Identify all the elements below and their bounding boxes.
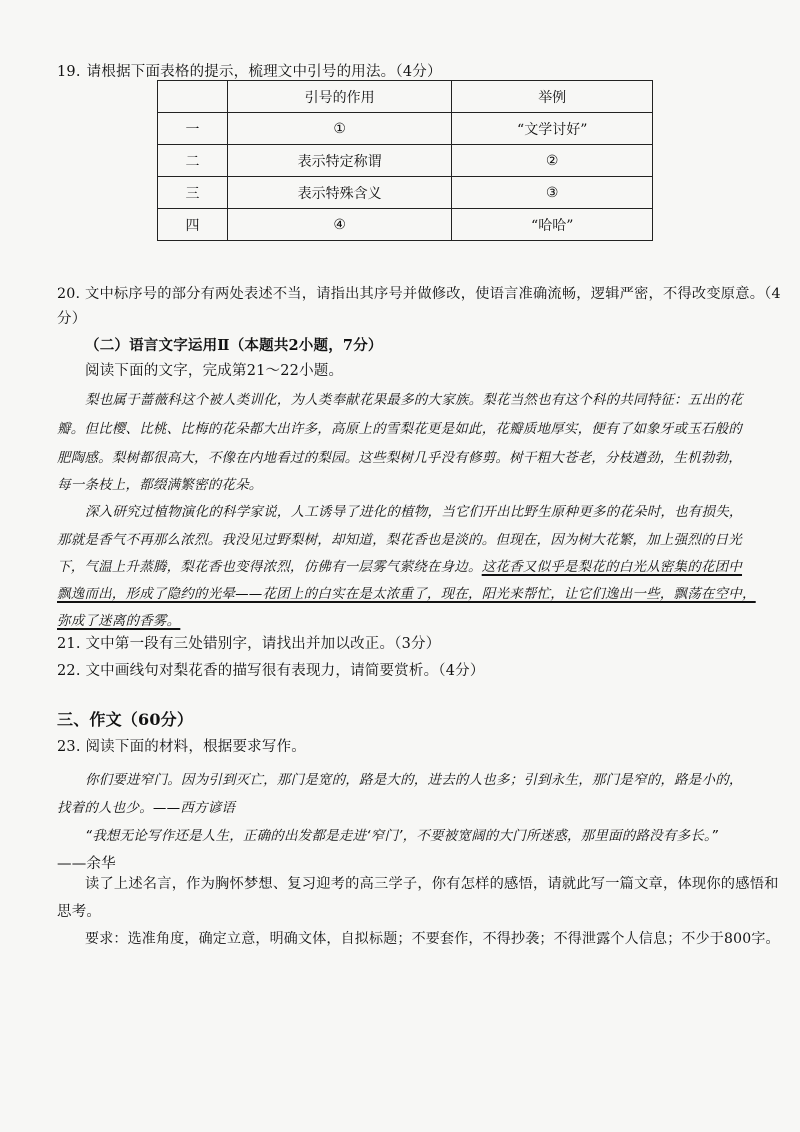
passage-text: 下，气温上升蒸腾，梨花香也变得浓烈，仿佛有一层雾气萦绕在身边。 — [57, 559, 482, 575]
material-2-line-2: ——余华 — [57, 856, 116, 872]
table-cell: “文学讨好” — [452, 113, 653, 145]
question-text: 请根据下面表格的提示，梳理文中引号的用法。（4分） — [86, 64, 442, 80]
material-2-line-1: “我想无论写作还是人生，正确的出发都是走进‘窄门’，不要被宽阔的大门所迷惑，那里面的路没有多长。” — [85, 828, 719, 844]
table-cell: ④ — [227, 209, 452, 241]
question-21: 21. 文中第一段有三处错别字，请找出并加以改正。（3分） — [57, 636, 441, 652]
section-3-title: 三、作文（60分） — [57, 710, 194, 729]
table-header-row — [158, 81, 653, 113]
section-2-instruction: 阅读下面的文字，完成第21～22小题。 — [85, 363, 344, 379]
table-header-cell: 举例 — [452, 81, 653, 113]
passage-p2-line-2: 那就是香气不再那么浓烈。我没见过野梨树，却知道，梨花香也是淡的。但现在，因为树大花繁，加上强烈的日光 — [57, 532, 742, 548]
passage-p1-line-2: 瓣。但比樱、比桃、比梅的花朵都大出许多，高原上的雪梨花更是如此，花瓣质地厚实，便有了如象牙或玉石般的 — [57, 421, 742, 437]
requirements: 要求：选准角度，确定立意，明确文体，自拟标题；不要套作，不得抄袭；不得泄露个人信息；不少于800字。 — [85, 931, 780, 947]
question-number: 19. — [57, 64, 81, 80]
table-row — [158, 145, 653, 177]
table-cell: 一 — [158, 113, 228, 145]
question-22: 22. 文中画线句对梨花香的描写很有表现力，请简要赏析。（4分） — [57, 663, 485, 679]
table-header-cell: 引号的作用 — [227, 81, 452, 113]
table-cell: 表示特殊含义 — [227, 177, 452, 209]
table-cell: 三 — [158, 177, 228, 209]
prompt-line-1: 读了上述名言，作为胸怀梦想、复习迎考的高三学子，你有怎样的感悟，请就此写一篇文章，体现你的感悟和 — [85, 876, 779, 892]
passage-p1-line-1: 梨也属于蔷薇科这个被人类训化，为人类奉献花果最多的大家族。梨花当然也有这个科的共同特征：五出的花 — [85, 392, 743, 408]
question-20-line-2: 分） — [57, 311, 87, 327]
passage-p2-line-3 — [57, 555, 742, 575]
table-row — [158, 209, 653, 241]
passage-p2-line-1: 深入研究过植物演化的科学家说，人工诱导了进化的植物，当它们开出比野生原种更多的花朵时，也有损失， — [85, 504, 743, 520]
passage-p1-line-4: 每一条枝上，都缀满繁密的花朵。 — [57, 477, 263, 493]
table-cell: ② — [452, 145, 653, 177]
underlined-sentence: 这花香又似乎是梨花的白光从密集的花团中 — [481, 559, 743, 575]
question-23: 23. 阅读下面的材料，根据要求写作。 — [57, 739, 306, 755]
passage-p1-line-3: 肥陶感。梨树都很高大，不像在内地看过的梨园。这些梨树几乎没有修剪。树干粗大苍老，分枝遒劲，生机勃勃， — [57, 450, 742, 466]
table-cell: ① — [227, 113, 452, 145]
question-19 — [57, 60, 442, 81]
table-cell: 二 — [158, 145, 228, 177]
quote-usage-table — [157, 80, 653, 241]
table-cell: 表示特定称谓 — [227, 145, 452, 177]
prompt-line-2: 思考。 — [57, 904, 102, 920]
section-2-title: （二）语言文字运用Ⅱ（本题共2小题，7分） — [85, 337, 383, 354]
question-20-line-1: 20. 文中标序号的部分有两处表述不当，请指出其序号并做修改，使语言准确流畅，逻辑严密，不得改变原意。（4 — [57, 286, 781, 302]
underlined-sentence: 飘逸而出，形成了隐约的光晕——花团上的白实在是太浓重了，现在，阳光来帮忙，让它们逸出一些，飘荡在空中， — [57, 586, 756, 602]
material-1-line-2: 找着的人也少。——西方谚语 — [57, 800, 236, 816]
table-header-cell — [158, 81, 228, 113]
underlined-sentence: 弥成了迷离的香雾。 — [57, 613, 181, 629]
table-row — [158, 113, 653, 145]
table-cell: “哈哈” — [452, 209, 653, 241]
table-cell: 四 — [158, 209, 228, 241]
material-1-line-1: 你们要进窄门。因为引到灭亡，那门是宽的，路是大的，进去的人也多；引到永生，那门是窄的，路是小的， — [85, 772, 743, 788]
table-row — [158, 177, 653, 209]
table-cell: ③ — [452, 177, 653, 209]
